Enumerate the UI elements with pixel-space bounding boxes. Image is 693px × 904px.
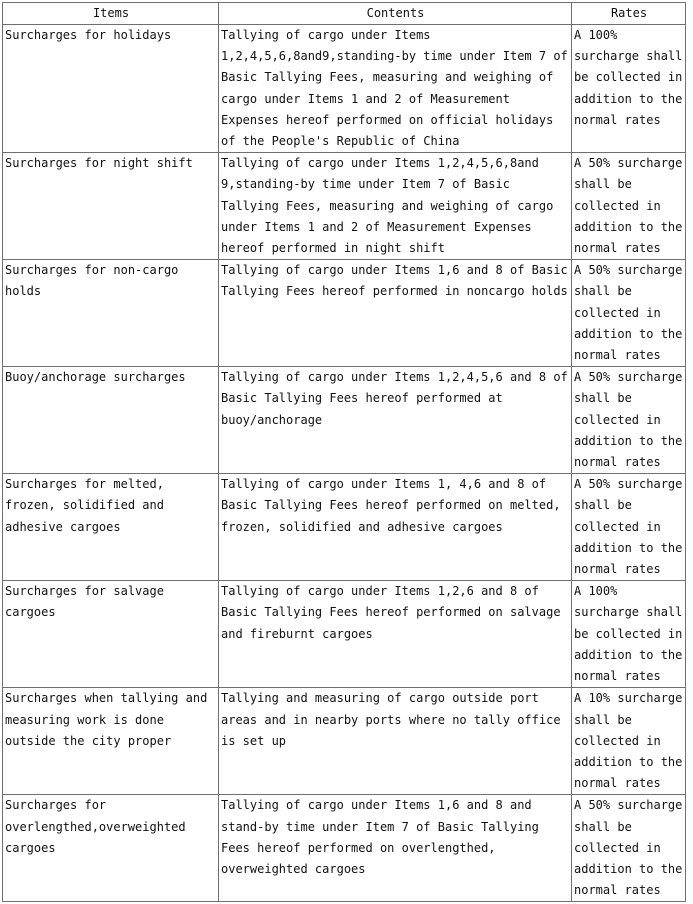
contents-cell: Tallying of cargo under Items 1,2,6 and 8 of Basic Tallying Fees hereof performed on salvage and fireburnt cargoes	[219, 581, 572, 688]
table-row	[3, 367, 686, 474]
rate-cell: A 50% surcharge shall be collected in addition to the normal rates	[572, 795, 686, 902]
contents-cell: Tallying and measuring of cargo outside port areas and in nearby ports where no tally office is set up	[219, 688, 572, 795]
item-cell: Surcharges when tallying and measuring work is done outside the city proper	[3, 688, 219, 795]
column-header-rates: Rates	[572, 3, 686, 25]
contents-cell: Tallying of cargo under Items 1,2,4,5,6 and 8 of Basic Tallying Fees hereof performed at buoy/anchorage	[219, 367, 572, 474]
rate-cell: A 100% surcharge shall be collected in addition to the normal rates	[572, 581, 686, 688]
table-row	[3, 260, 686, 367]
table-row	[3, 25, 686, 153]
item-cell: Surcharges for night shift	[3, 153, 219, 260]
rate-cell: A 50% surcharge shall be collected in addition to the normal rates	[572, 260, 686, 367]
table-row	[3, 795, 686, 902]
item-cell: Surcharges for melted, frozen, solidified and adhesive cargoes	[3, 474, 219, 581]
table-row	[3, 688, 686, 795]
contents-cell: Tallying of cargo under Items 1,6 and 8 of Basic Tallying Fees hereof performed in noncargo holds	[219, 260, 572, 367]
item-cell: Surcharges for non-cargo holds	[3, 260, 219, 367]
rate-cell: A 100% surcharge shall be collected in addition to the normal rates	[572, 25, 686, 153]
rate-cell: A 50% surcharge shall be collected in addition to the normal rates	[572, 474, 686, 581]
table-header-row	[3, 3, 686, 25]
rate-cell: A 10% surcharge shall be collected in addition to the normal rates	[572, 688, 686, 795]
item-cell: Surcharges for overlengthed,overweighted cargoes	[3, 795, 219, 902]
table-row	[3, 153, 686, 260]
column-header-contents: Contents	[219, 3, 572, 25]
item-cell: Buoy/anchorage surcharges	[3, 367, 219, 474]
table-row	[3, 474, 686, 581]
item-cell: Surcharges for holidays	[3, 25, 219, 153]
table-row	[3, 581, 686, 688]
contents-cell: Tallying of cargo under Items 1,2,4,5,6,8and 9,standing-by time under Item 7 of Basic Tallying Fees, measuring and weighing of cargo under Items 1 and 2 of Measurement Expenses hereof performed in night shift	[219, 153, 572, 260]
column-header-items: Items	[3, 3, 219, 25]
contents-cell: Tallying of cargo under Items 1,6 and 8 and stand-by time under Item 7 of Basic Tallying Fees hereof performed on overlengthed, overweighted cargoes	[219, 795, 572, 902]
contents-cell: Tallying of cargo under Items 1,2,4,5,6,8and9,standing-by time under Item 7 of Basic Tallying Fees, measuring and weighing of cargo under Items 1 and 2 of Measurement Expenses hereof performed on official holidays of the People's Republic of China	[219, 25, 572, 153]
contents-cell: Tallying of cargo under Items 1, 4,6 and 8 of Basic Tallying Fees hereof performed on melted, frozen, solidified and adhesive cargoes	[219, 474, 572, 581]
item-cell: Surcharges for salvage cargoes	[3, 581, 219, 688]
surcharge-table	[2, 2, 686, 902]
rate-cell: A 50% surcharge shall be collected in addition to the normal rates	[572, 367, 686, 474]
rate-cell: A 50% surcharge shall be collected in addition to the normal rates	[572, 153, 686, 260]
